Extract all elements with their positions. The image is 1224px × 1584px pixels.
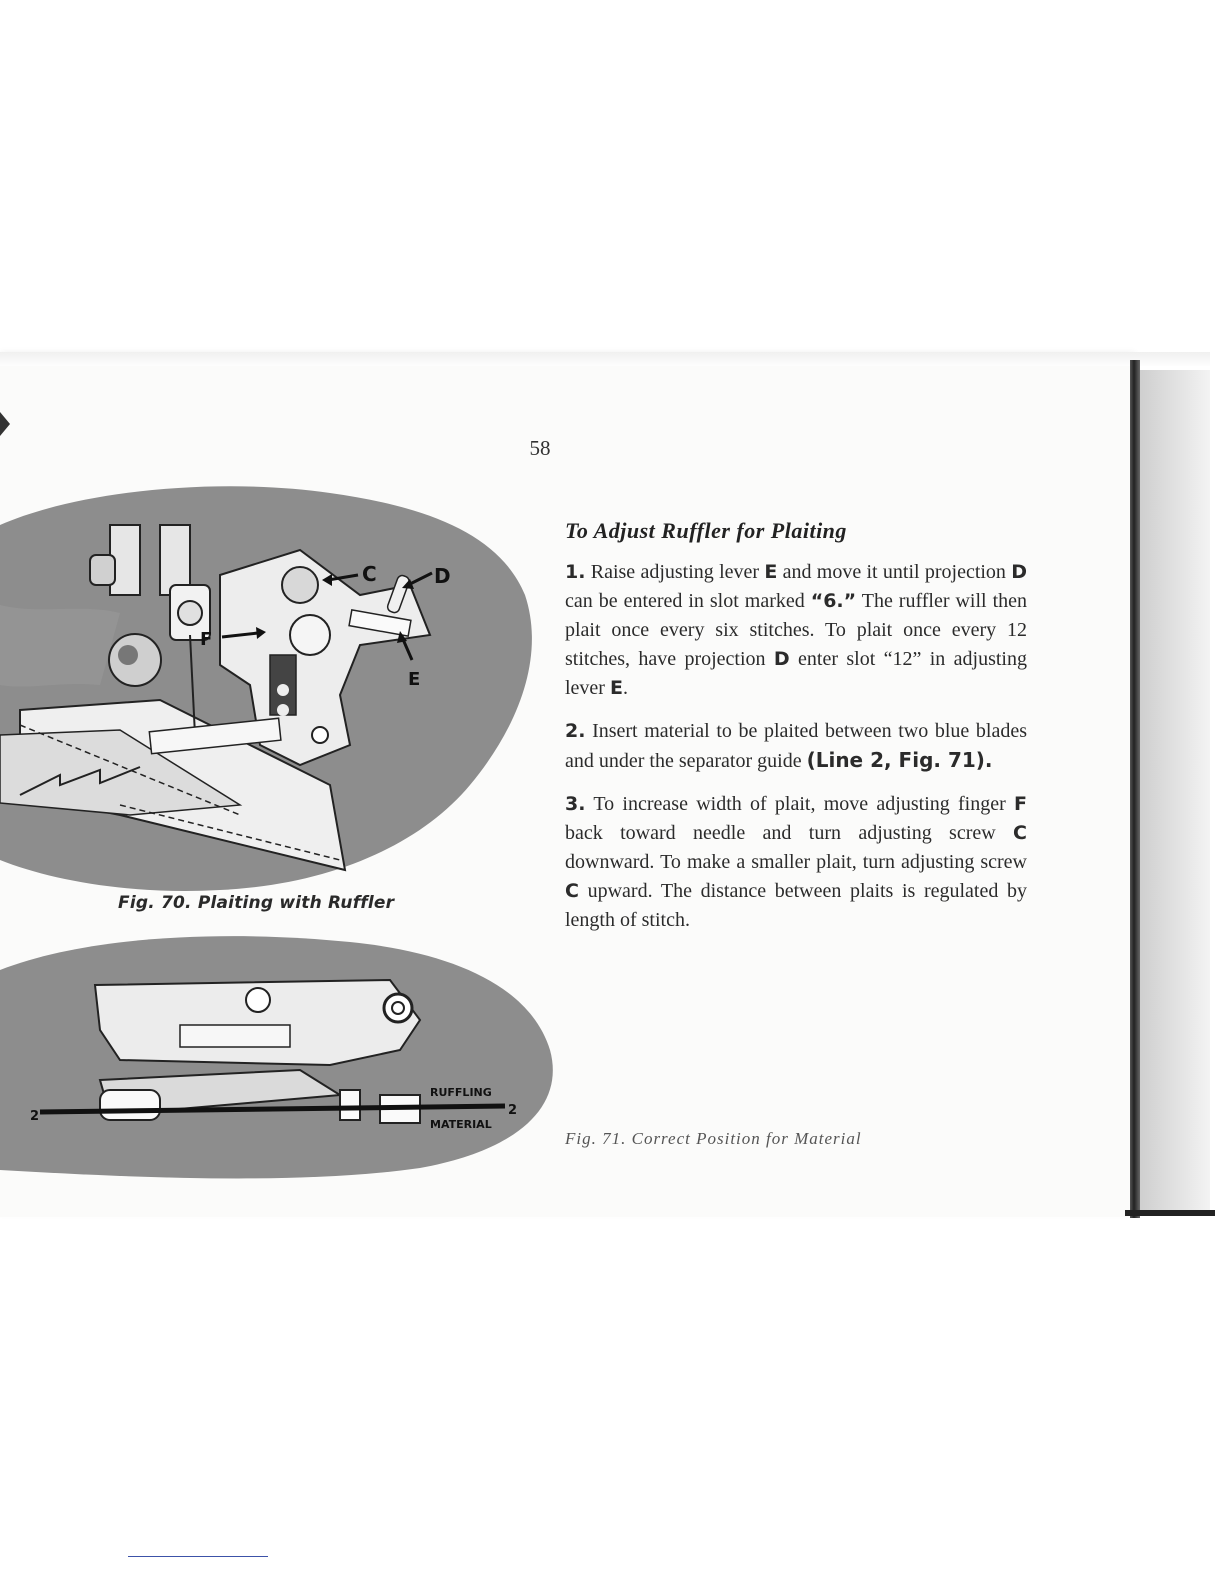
part-letter: D [1011,561,1028,583]
label-e: E [408,669,421,690]
label-c: C [362,562,377,586]
step-text: upward. The distance between plaits is regulated by length of stitch. [565,880,1027,931]
label-f: F [200,629,213,650]
step-text: The ruffler will then plait once every six stitches. To plait once every 12 stitches, have projection [565,590,1028,670]
step-number: 2. [565,720,586,742]
line-2-left-label: 2 [30,1109,40,1124]
figure-70-plaiting-with-ruffler [0,485,540,895]
step-text: . [622,677,628,699]
step-text: enter slot “12” in adjusting lever [565,648,1027,699]
page-bottom-edge [1125,1210,1215,1216]
line-2-right-label: 2 [508,1103,518,1118]
label-d: D [434,564,451,588]
step-text: can be entered in slot marked [565,590,811,612]
step-text: To increase width of plait, move adjusting finger [593,793,1015,815]
figure-70-caption: Fig. 70. Plaiting with Ruffler [118,893,395,913]
page-number: 58 [529,436,551,460]
step-number: 3. [565,793,586,815]
step-text: Insert material to be plaited between two blue blades and under the separator guide [565,720,1027,772]
part-letter: E [764,561,778,583]
book-binding-edge [1130,360,1140,1218]
page-top-edge [0,352,1210,366]
figure-reference: (Line 2, Fig. 71). [806,748,993,772]
ruffling-label: RUFFLING [430,1086,492,1099]
step-2 [565,717,1027,776]
step-number: 1. [565,561,586,583]
step-text: Raise adjusting lever [590,561,765,583]
instruction-steps [565,558,1027,949]
ruffler-side-view-illustration [0,930,560,1180]
step-3 [565,790,1027,935]
step-1 [565,558,1027,703]
section-title: To Adjust Ruffler for Plaiting [565,518,847,543]
step-text: back toward needle and turn adjusting screw [565,822,1014,844]
step-text: downward. To make a smaller plait, turn adjusting screw [565,851,1027,873]
corner-arrow-icon [0,412,10,436]
slot-number: “6.” [810,590,857,612]
part-letter: E [609,677,623,699]
figure-71-material-position [0,930,560,1180]
footer-rule [128,1556,268,1557]
binding-shadow [1140,370,1210,1215]
part-letter: C [1013,822,1027,844]
ruffler-plaiting-illustration [0,485,540,895]
figure-71-caption: Fig. 71. Correct Position for Material [565,1129,862,1148]
material-label: MATERIAL [430,1118,492,1131]
part-letter: F [1014,793,1028,815]
part-letter: D [773,648,790,670]
step-text: and move it until projection [777,561,1012,583]
part-letter: C [565,880,579,902]
